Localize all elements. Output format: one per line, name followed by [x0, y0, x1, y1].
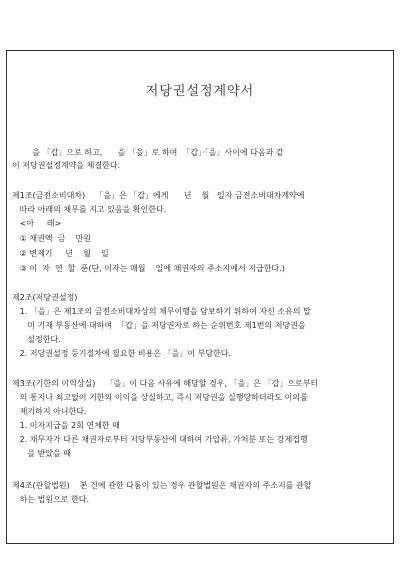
article3-item: 2. 채무자가 다른 채권자로부터 저당부동산에 대하여 가압류, 가처분 또는 강제집행: [12, 435, 308, 444]
article1-item: ① 채권액 금 만원: [12, 234, 91, 243]
article1-item: ③ 이 자 연 할 푼(단, 이자는 매월 일에 채권자의 주소지에서 지급한다.): [12, 264, 285, 273]
intro-line: 을 「갑」으로 하고, 을 「을」로 하여 「갑」·「을」사이에 다음과 같: [12, 148, 284, 157]
article1-item: ② 변제기 년 월 일: [12, 249, 109, 258]
article2-line: 1. 「을」은 제1조의 금전소비대차상의 채무이행을 담보하기 위하여 자신 소유의 말: [12, 307, 311, 316]
article1-heading: 제1조(금전소비대차) 「을」은 「갑」에게 년 월 일자 금전소비대차계약에: [12, 191, 305, 200]
document-title: 저당권설정계약서: [145, 84, 255, 99]
intro-line: 이 저당권설정계약을 체결한다.: [12, 161, 121, 170]
article3-line: 의 통지나 최고없이 기한의 이익을 상실하고, 즉시 저당권을 실행당하더라도 이의를: [12, 393, 308, 402]
article2-line: 미 기재 부동산에 대하여 「갑」을 저당권자로 하는 순위번호 제1번의 저당권을: [12, 321, 306, 330]
article1-line: 따라 아래의 채무를 지고 있음을 확인한다.: [12, 205, 167, 214]
article3-heading: 제3조(기한의 이익상실) 「을」이 다음 사유에 해당할 경우, 「을」은 「갑」으로부터: [12, 379, 319, 388]
article2-line: 2. 저당권설정 등기절차에 필요한 비용은 「을」이 부담한다.: [12, 349, 232, 358]
article1-line: <아 래>: [12, 219, 62, 228]
article3-item: 1. 이자지급을 2회 연체한 때: [12, 421, 120, 430]
article3-line: 제기하지 아니한다.: [12, 407, 87, 416]
article3-item: 을 받았을 때: [12, 449, 71, 458]
article4-heading: 제4조(관할법원) 본 건에 관한 다툼이 있는 경우 관할법원은 채권자의 주소지를 관할: [12, 481, 312, 490]
article4-line: 하는 법원으로 한다.: [12, 495, 90, 504]
article2-heading: 제2조(저당권설정): [12, 293, 78, 302]
article2-line: 설정한다.: [12, 335, 61, 344]
